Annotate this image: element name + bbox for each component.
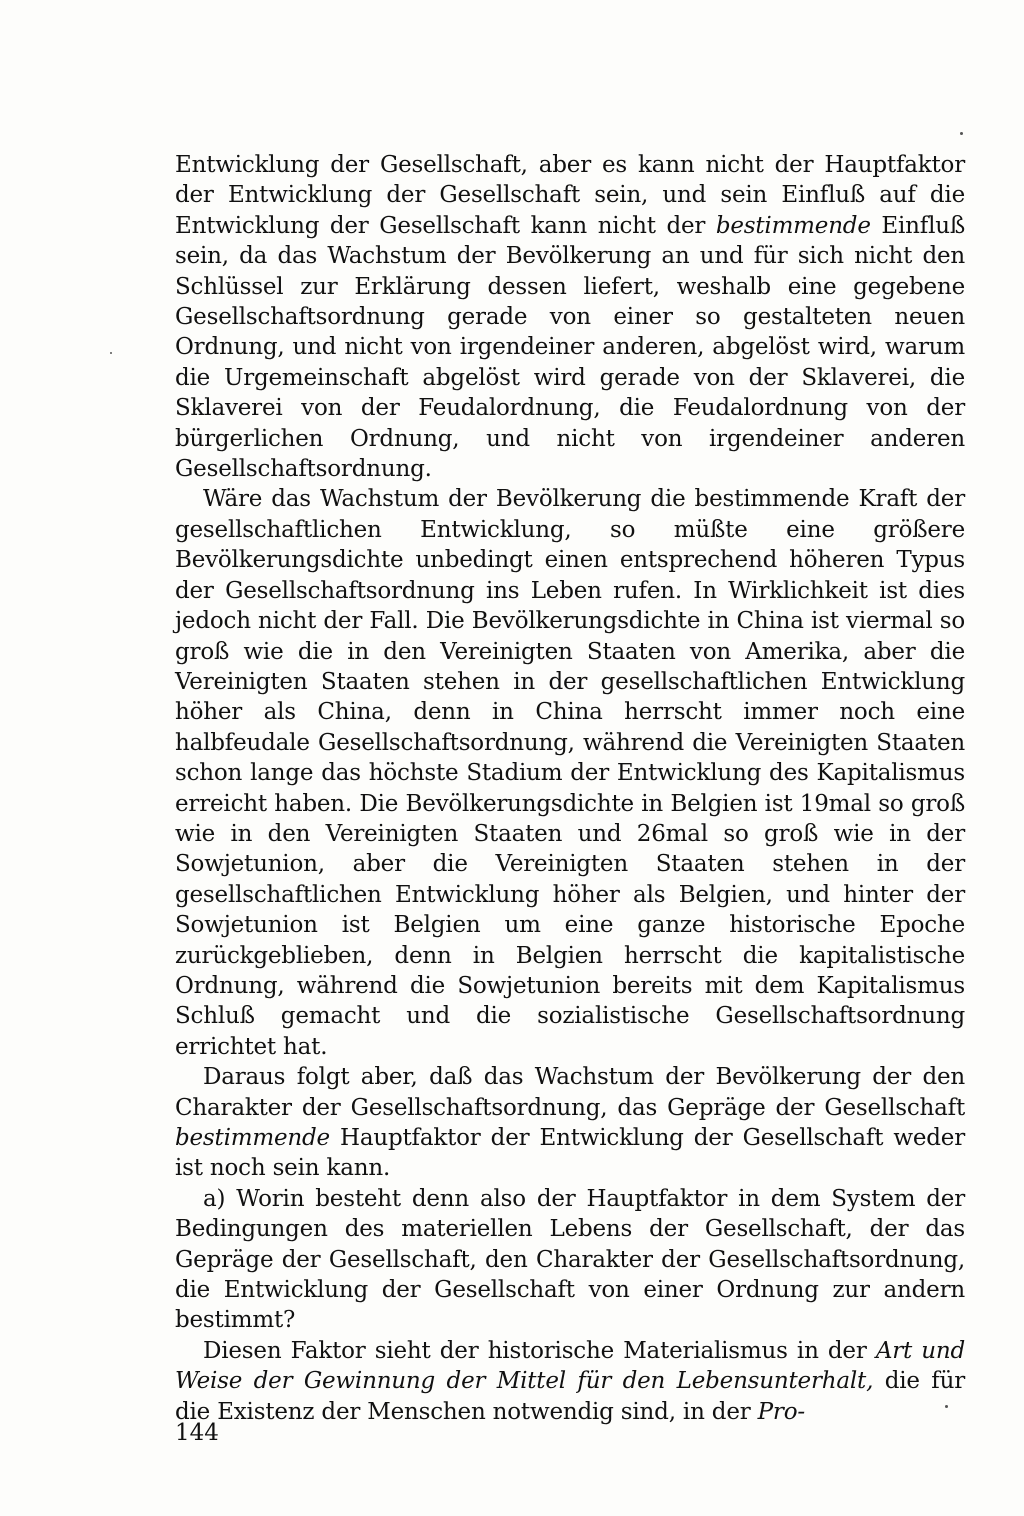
paragraph (175, 1062, 965, 1184)
text-run: Entwicklung der Gesellschaft, aber es kann nicht der Hauptfaktor der Entwicklung der Gesellschaft sein, und sein Einfluß auf die Entwicklung der Gesellschaft kann nicht der (175, 152, 965, 239)
body-text (175, 150, 965, 1427)
print-speck (960, 132, 963, 135)
text-run: Einfluß sein, da das Wachstum der Bevölkerung an und für sich nicht den Schlüssel zur Erklärung dessen liefert, weshalb eine gegebene Gesellschaftsordnung gerade von einer so gestalteten neuen Ordnung, und nicht von irgendeiner anderen, abgelöst wird, warum die Urgemeinschaft abgelöst wird gerade von der Sklaverei, die Sklaverei von der Feudalordnung, die Feudalordnung von der bürgerlichen Ordnung, und nicht von irgendeiner anderen Gesellschaftsordnung. (175, 212, 966, 483)
text-run: Diesen Faktor sieht der historische Materialismus in der (203, 1337, 876, 1364)
text-run: Daraus folgt aber, daß das Wachstum der Bevölkerung der den Charakter der Gesellschaftsordnung, das Gepräge der Gesellschaft (175, 1064, 965, 1121)
emphasized-text: Art und Weise der Gewinnung der Mittel für den Lebensunterhalt, (175, 1337, 966, 1395)
paragraph (175, 1336, 965, 1427)
paragraph (175, 1184, 965, 1336)
paragraph (175, 484, 965, 1062)
text-run: die für die Existenz der Menschen notwendig sind, in der (175, 1368, 965, 1425)
page-number: 144 (175, 1420, 219, 1446)
print-speck (110, 352, 112, 354)
emphasized-text: bestimmende (715, 212, 871, 239)
emphasized-text: bestimmende (175, 1125, 330, 1151)
text-run: Hauptfaktor der Entwicklung der Gesellschaft weder ist noch sein kann. (175, 1125, 965, 1182)
emphasized-text: Pro- (757, 1398, 805, 1425)
text-run: a) Worin besteht denn also der Hauptfaktor in dem System der Bedingungen des materiellen Lebens der Gesellschaft, der das Gepräge der Gesellschaft, den Charakter der Gesellschaftsordnung, die Entwicklung der Gesellschaft von einer Ordnung zur andern bestimmt? (175, 1185, 965, 1334)
paragraph (175, 150, 965, 484)
text-run: Wäre das Wachstum der Bevölkerung die bestimmende Kraft der gesellschaftlichen Entwicklung, so müßte eine größere Bevölkerungsdichte unbedingt einen entsprechend höheren Typus der Gesellschaftsordnung ins Leben rufen. In Wirklichkeit ist dies jedoch nicht der Fall. Die Bevölkerungsdichte in China ist viermal so groß wie die in den Vereinigten Staaten von Amerika, aber die Vereinigten Staaten stehen in der gesellschaftlichen Entwicklung höher als China, denn in China herrscht immer noch eine halbfeudale Gesellschaftsordnung, während die Vereinigten Staaten schon lange das höchste Stadium der Entwicklung des Kapitalismus erreicht haben. Die Bevölkerungsdichte in Belgien ist 19mal so groß wie in den Vereinigten Staaten und 26mal so groß wie in der Sowjetunion, aber die Vereinigten Staaten stehen in der gesellschaftlichen Entwicklung höher als Belgien, und hinter der Sowjetunion ist Belgien um eine ganze historische Epoche zurückgeblieben, denn in Belgien herrscht die kapitalistische Ordnung, während die Sowjetunion bereits mit dem Kapitalismus Schluß gemacht und die sozialistische Gesellschaftsordnung errichtet hat. (175, 486, 965, 1060)
